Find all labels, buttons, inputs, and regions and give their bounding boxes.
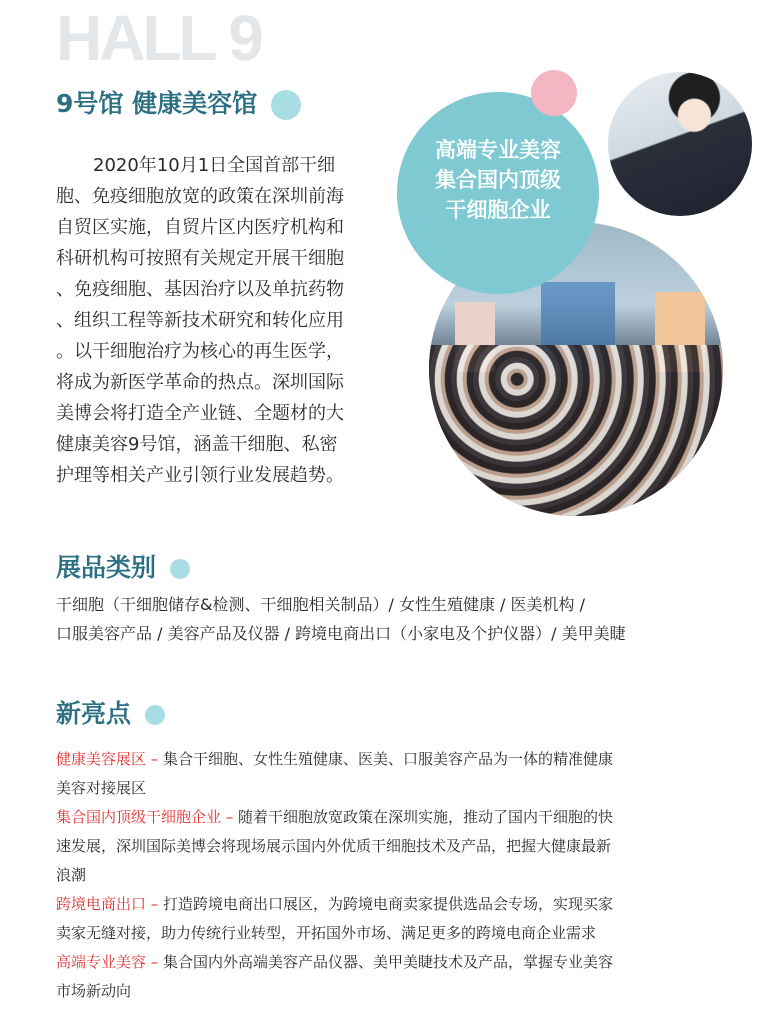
circle-text-line: 集合国内顶级 xyxy=(435,168,561,192)
highlight-text: 速发展，深圳国际美博会将现场展示国内外优质干细胞技术及产品，把握大健康最新 xyxy=(56,837,612,855)
intro-line: 2020年10月1日全国首部干细 xyxy=(93,155,336,176)
circle-text-line: 高端专业美容 xyxy=(435,138,561,162)
heading-dot xyxy=(145,705,165,725)
highlight-key: 健康美容展区 – xyxy=(56,750,159,768)
highlights-heading-text: 新亮点 xyxy=(56,699,132,728)
categories-line: 干细胞（干细胞储存&检测、干细胞相关制品）/ 女性生殖健康 / 医美机构 / xyxy=(56,595,585,614)
categories-heading xyxy=(56,548,190,584)
highlight-key: 高端专业美容 – xyxy=(56,953,159,971)
page-title xyxy=(56,84,301,120)
highlights-list xyxy=(56,745,736,1006)
highlight-text: 集合干细胞、女性生殖健康、医美、口服美容产品为一体的精准健康 xyxy=(158,750,614,768)
highlight-item xyxy=(56,890,736,948)
highlight-key: 跨境电商出口 – xyxy=(56,895,159,913)
circle-text-line: 干细胞企业 xyxy=(445,198,551,222)
highlight-text: 市场新动向 xyxy=(56,982,132,1000)
intro-line: 美博会将打造全产业链、全题材的大 xyxy=(56,403,344,424)
hall-watermark: HALL 9 xyxy=(56,2,261,74)
intro-paragraph xyxy=(56,150,386,491)
highlight-text: 卖家无缝对接，助力传统行业转型，开拓国外市场、满足更多的跨境电商企业需求 xyxy=(56,924,597,942)
intro-line: 科研机构可按照有关规定开展干细胞 xyxy=(56,248,344,269)
crowd xyxy=(429,345,723,516)
page-title-text: 9号馆 健康美容馆 xyxy=(56,89,258,118)
highlight-text: 打造跨境电商出口展区，为跨境电商卖家提供选品会专场，实现买家 xyxy=(158,895,614,913)
highlight-item xyxy=(56,948,736,1006)
highlight-text: 美容对接展区 xyxy=(56,779,147,797)
categories-list xyxy=(56,590,626,648)
intro-line: 将成为新医学革命的热点。深圳国际 xyxy=(56,372,344,393)
intro-line: 护理等相关产业引领行业发展趋势。 xyxy=(56,465,344,486)
highlight-item xyxy=(56,745,736,803)
highlight-text: 随着干细胞放宽政策在深圳实施，推动了国内干细胞的快 xyxy=(233,808,614,826)
highlight-circle xyxy=(397,92,599,294)
highlights-heading xyxy=(56,694,165,730)
pink-dot xyxy=(531,70,577,116)
heading-dot xyxy=(170,559,190,579)
intro-line: 、组织工程等新技术研究和转化应用 xyxy=(56,310,344,331)
highlight-key: 集合国内顶级干细胞企业 – xyxy=(56,808,234,826)
title-dot xyxy=(271,90,301,120)
highlight-item xyxy=(56,803,736,890)
categories-heading-text: 展品类别 xyxy=(56,553,157,582)
intro-line: 、免疫细胞、基因治疗以及单抗药物 xyxy=(56,279,344,300)
highlight-text: 集合国内外高端美容产品仪器、美甲美睫技术及产品，掌握专业美容 xyxy=(158,953,614,971)
intro-line: 自贸区实施，自贸片区内医疗机构和 xyxy=(56,217,344,238)
intro-line: 胞、免疫细胞放宽的政策在深圳前海 xyxy=(56,186,344,207)
technician-photo xyxy=(608,72,752,216)
intro-line: 健康美容9号馆，涵盖干细胞、私密 xyxy=(56,434,338,455)
categories-line: 口服美容产品 / 美容产品及仪器 / 跨境电商出口（小家电及个护仪器）/ 美甲美睫 xyxy=(56,624,626,643)
highlight-text: 浪潮 xyxy=(56,866,87,884)
intro-line: 。以干细胞治疗为核心的再生医学， xyxy=(56,341,344,362)
